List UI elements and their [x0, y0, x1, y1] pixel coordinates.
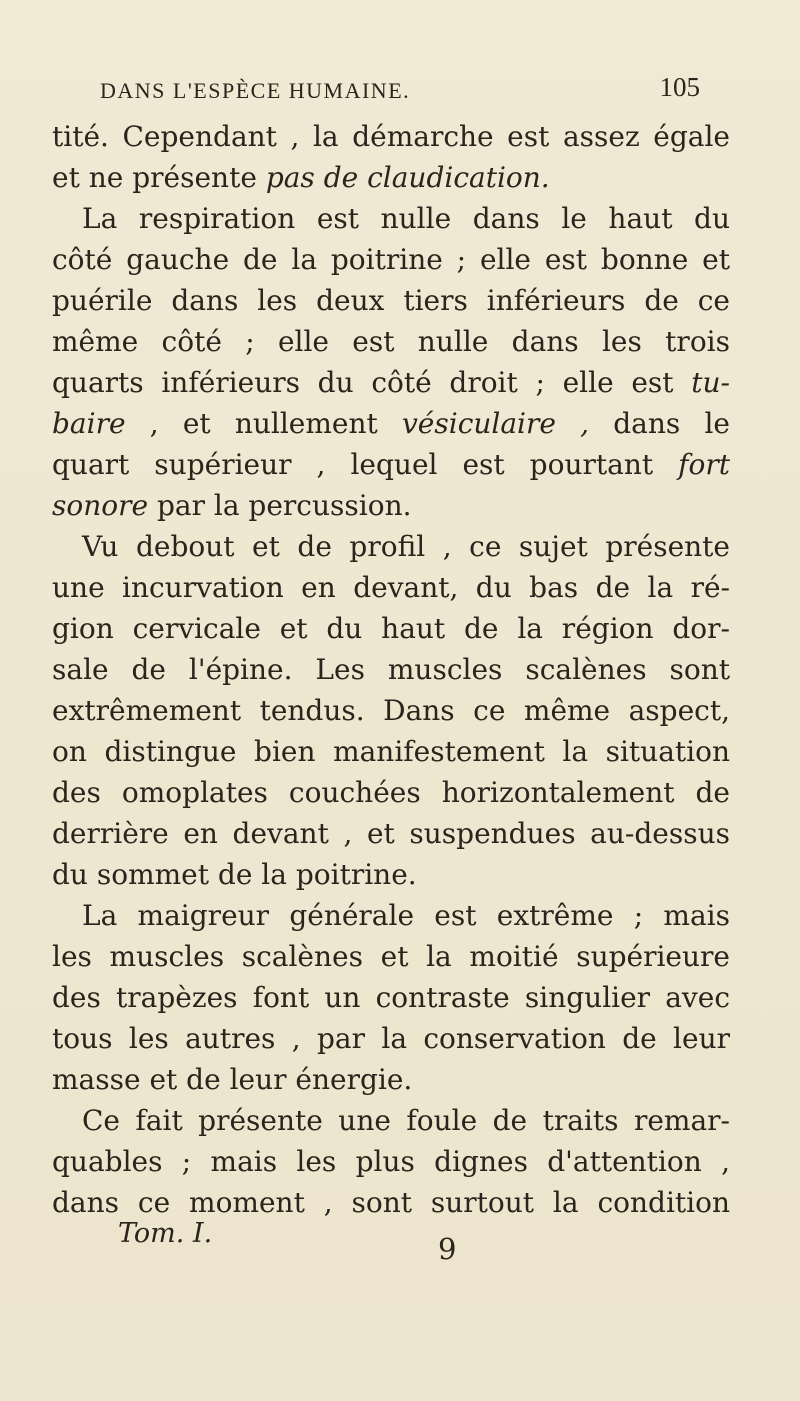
text-line: [52, 116, 730, 157]
text-line: [52, 731, 730, 772]
page-number: 105: [659, 72, 700, 102]
text-line: [52, 690, 730, 731]
text-line: [52, 444, 730, 485]
text-segment: même côté ; elle est nulle dans les trois: [52, 325, 730, 358]
text-segment: tous les autres , par la conservation de leur: [52, 1022, 730, 1055]
text-line: [52, 1018, 730, 1059]
italic-text: tu-: [691, 366, 730, 399]
text-segment: Ce fait présente une foule de traits remar-: [82, 1104, 730, 1137]
text-segment: , et nullement: [125, 407, 402, 440]
text-segment: dans ce moment , sont surtout la condition: [52, 1186, 730, 1219]
text-line: [52, 649, 730, 690]
text-line: [52, 403, 730, 444]
text-segment: quart supérieur , lequel est pourtant: [52, 448, 679, 481]
printer-signature: Tom. I.: [118, 1218, 213, 1249]
text-line: [52, 526, 730, 567]
page-footer: [118, 1218, 678, 1278]
text-segment: masse et de leur énergie.: [52, 1063, 413, 1096]
italic-text: vésiculaire ,: [401, 407, 590, 440]
text-line: [52, 1059, 730, 1100]
text-line: [52, 198, 730, 239]
italic-text: sonore: [52, 489, 149, 522]
text-segment: on distingue bien manifestement la situation: [52, 735, 730, 768]
text-line: [52, 977, 730, 1018]
text-segment: La respiration est nulle dans le haut du: [82, 202, 730, 235]
text-segment: quables ; mais les plus dignes d'attention ,: [52, 1145, 730, 1178]
text-segment: Vu debout et de profil , ce sujet présente: [82, 530, 730, 563]
text-segment: puérile dans les deux tiers inférieurs de ce: [52, 284, 730, 317]
text-line: [52, 567, 730, 608]
sheet-mark: 9: [438, 1232, 457, 1266]
text-segment: par la percussion.: [148, 489, 412, 522]
text-line: [52, 854, 730, 895]
text-line: [52, 813, 730, 854]
text-line: [52, 1141, 730, 1182]
page-header: [100, 72, 700, 112]
text-segment: tité. Cependant , la démarche est assez égale: [52, 120, 730, 153]
text-segment: dans le: [589, 407, 730, 440]
text-line: [52, 485, 730, 526]
text-line: [52, 1182, 730, 1223]
text-segment: et ne présente: [52, 161, 266, 194]
text-line: [52, 362, 730, 403]
italic-text: fort: [678, 448, 730, 481]
body-text: [52, 116, 730, 1223]
text-line: [52, 895, 730, 936]
text-segment: quarts inférieurs du côté droit ; elle est: [52, 366, 692, 399]
text-line: [52, 321, 730, 362]
text-segment: des trapèzes font un contraste singulier avec: [52, 981, 730, 1014]
text-line: [52, 157, 730, 198]
text-line: [52, 772, 730, 813]
text-segment: gion cervicale et du haut de la région dor-: [52, 612, 730, 645]
text-segment: les muscles scalènes et la moitié supérieure: [52, 940, 730, 973]
text-segment: du sommet de la poitrine.: [52, 858, 417, 891]
text-line: [52, 936, 730, 977]
text-segment: des omoplates couchées horizontalement de: [52, 776, 730, 809]
italic-text: pas de claudication.: [265, 161, 550, 194]
italic-text: baire: [52, 407, 126, 440]
text-line: [52, 280, 730, 321]
running-head: DANS L'ESPÈCE HUMAINE.: [100, 78, 411, 103]
text-line: [52, 1100, 730, 1141]
text-segment: La maigreur générale est extrême ; mais: [82, 899, 730, 932]
text-segment: côté gauche de la poitrine ; elle est bonne et: [52, 243, 730, 276]
text-line: [52, 608, 730, 649]
text-segment: extrêmement tendus. Dans ce même aspect,: [52, 694, 730, 727]
text-line: [52, 239, 730, 280]
text-segment: une incurvation en devant, du bas de la ré-: [52, 571, 730, 604]
text-segment: derrière en devant , et suspendues au-dessus: [52, 817, 730, 850]
text-segment: sale de l'épine. Les muscles scalènes sont: [52, 653, 730, 686]
